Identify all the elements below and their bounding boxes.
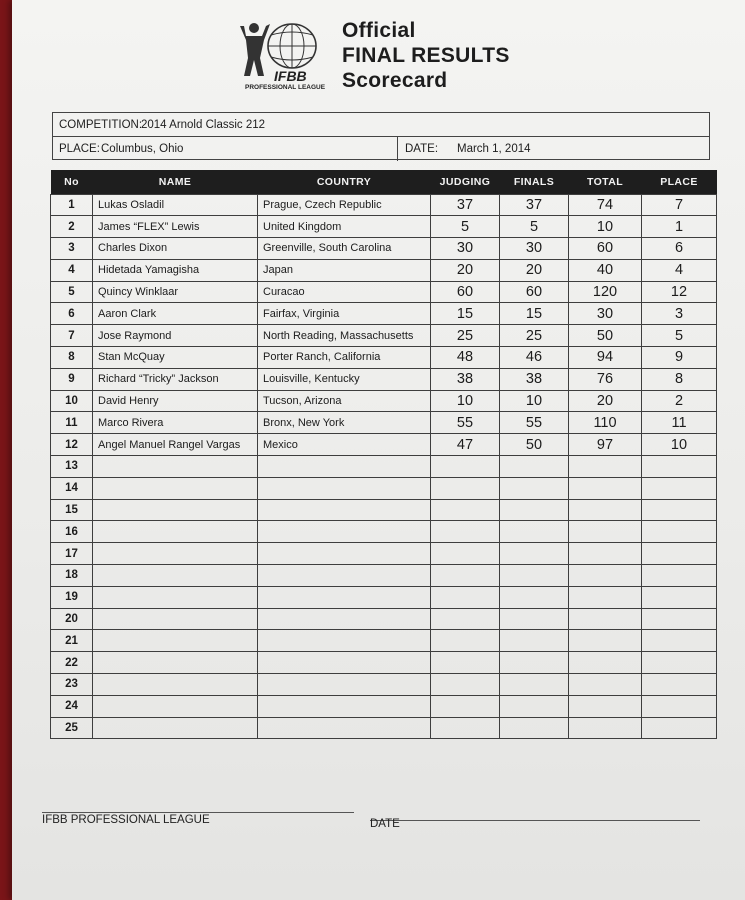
total-score: 40	[569, 259, 642, 281]
judging-score	[431, 695, 500, 717]
finals-score	[500, 521, 569, 543]
athlete-country	[258, 521, 431, 543]
row-number: 6	[51, 303, 93, 325]
judging-score	[431, 521, 500, 543]
table-row	[51, 194, 717, 216]
col-header-place: PLACE	[660, 175, 698, 188]
total-score: 74	[569, 194, 642, 216]
row-number: 22	[51, 652, 93, 674]
total-score: 120	[569, 281, 642, 303]
place-date-row	[53, 137, 709, 161]
total-score	[569, 717, 642, 739]
total-score: 94	[569, 347, 642, 369]
athlete-country	[258, 477, 431, 499]
row-number: 8	[51, 347, 93, 369]
athlete-name	[93, 565, 258, 587]
finals-score	[500, 674, 569, 696]
judging-score: 20	[431, 259, 500, 281]
logo-subtitle: PROFESSIONAL LEAGUE	[245, 84, 326, 91]
athlete-country: Fairfax, Virginia	[258, 303, 431, 325]
row-number: 4	[51, 259, 93, 281]
athlete-name: Stan McQuay	[93, 347, 258, 369]
athlete-country: Porter Ranch, California	[258, 347, 431, 369]
table-row	[51, 259, 717, 281]
total-score	[569, 630, 642, 652]
row-number: 7	[51, 325, 93, 347]
scorecard-sheet	[12, 0, 745, 900]
total-score: 20	[569, 390, 642, 412]
judging-score: 60	[431, 281, 500, 303]
athlete-country	[258, 499, 431, 521]
row-number: 14	[51, 477, 93, 499]
total-score	[569, 477, 642, 499]
total-score	[569, 521, 642, 543]
row-number: 24	[51, 695, 93, 717]
judging-score: 55	[431, 412, 500, 434]
judging-score: 30	[431, 238, 500, 260]
title-line-official: Official	[342, 19, 416, 42]
table-row	[51, 303, 717, 325]
total-score: 10	[569, 216, 642, 238]
athlete-country: Japan	[258, 259, 431, 281]
athlete-name	[93, 499, 258, 521]
competition-value: 2014 Arnold Classic 212	[141, 119, 266, 131]
final-place: 5	[642, 325, 717, 347]
athlete-country	[258, 630, 431, 652]
finals-score: 37	[500, 194, 569, 216]
athlete-name: Hidetada Yamagisha	[93, 259, 258, 281]
row-number: 20	[51, 608, 93, 630]
date-label: DATE:	[405, 143, 439, 155]
finals-score	[500, 543, 569, 565]
finals-score: 60	[500, 281, 569, 303]
row-number: 2	[51, 216, 93, 238]
final-place	[642, 717, 717, 739]
results-table-wrap	[50, 170, 717, 739]
athlete-name: Aaron Clark	[93, 303, 258, 325]
final-place: 2	[642, 390, 717, 412]
athlete-name	[93, 477, 258, 499]
final-place: 11	[642, 412, 717, 434]
finals-score: 55	[500, 412, 569, 434]
table-row	[51, 543, 717, 565]
col-header-finals: FINALS	[513, 175, 555, 188]
athlete-name: Quincy Winklaar	[93, 281, 258, 303]
row-number: 21	[51, 630, 93, 652]
finals-score: 20	[500, 259, 569, 281]
table-row	[51, 608, 717, 630]
final-place	[642, 674, 717, 696]
total-score: 30	[569, 303, 642, 325]
athlete-name: Jose Raymond	[93, 325, 258, 347]
final-place: 1	[642, 216, 717, 238]
athlete-country: Tucson, Arizona	[258, 390, 431, 412]
athlete-name	[93, 630, 258, 652]
row-number: 17	[51, 543, 93, 565]
finals-score: 25	[500, 325, 569, 347]
total-score: 60	[569, 238, 642, 260]
finals-score: 50	[500, 434, 569, 456]
athlete-name	[93, 521, 258, 543]
final-place	[642, 499, 717, 521]
final-place	[642, 630, 717, 652]
finals-score	[500, 586, 569, 608]
table-row	[51, 456, 717, 478]
judging-score	[431, 499, 500, 521]
title-line-final-results: FINAL RESULTS	[342, 44, 510, 67]
table-row	[51, 695, 717, 717]
total-score	[569, 565, 642, 587]
athlete-country	[258, 695, 431, 717]
athlete-country: Bronx, New York	[258, 412, 431, 434]
athlete-name	[93, 695, 258, 717]
total-score	[569, 695, 642, 717]
table-row	[51, 434, 717, 456]
judging-score	[431, 477, 500, 499]
page-title	[342, 18, 510, 93]
table-row	[51, 521, 717, 543]
date-signature-line	[370, 820, 700, 821]
finals-score	[500, 717, 569, 739]
row-number: 1	[51, 194, 93, 216]
logo-brand: IFBB	[274, 68, 307, 84]
row-number: 16	[51, 521, 93, 543]
final-place: 9	[642, 347, 717, 369]
row-number: 18	[51, 565, 93, 587]
total-score	[569, 499, 642, 521]
table-row	[51, 652, 717, 674]
athlete-name: James “FLEX” Lewis	[93, 216, 258, 238]
results-body	[51, 194, 717, 739]
final-place	[642, 543, 717, 565]
athlete-name: Richard “Tricky” Jackson	[93, 368, 258, 390]
judging-score	[431, 717, 500, 739]
finals-score: 38	[500, 368, 569, 390]
judging-score: 48	[431, 347, 500, 369]
row-number: 3	[51, 238, 93, 260]
total-score	[569, 608, 642, 630]
athlete-country	[258, 456, 431, 478]
total-score	[569, 543, 642, 565]
athlete-country: Curacao	[258, 281, 431, 303]
athlete-country	[258, 652, 431, 674]
total-score	[569, 586, 642, 608]
final-place	[642, 586, 717, 608]
table-header-row	[51, 170, 717, 194]
final-place	[642, 521, 717, 543]
row-number: 15	[51, 499, 93, 521]
athlete-name	[93, 586, 258, 608]
judging-score: 5	[431, 216, 500, 238]
final-place	[642, 652, 717, 674]
final-place: 6	[642, 238, 717, 260]
judging-score	[431, 586, 500, 608]
athlete-name: Marco Rivera	[93, 412, 258, 434]
table-row	[51, 347, 717, 369]
judging-score	[431, 674, 500, 696]
row-number: 5	[51, 281, 93, 303]
date-signature-label: DATE	[370, 818, 400, 830]
athlete-country: Mexico	[258, 434, 431, 456]
table-row	[51, 586, 717, 608]
judging-score	[431, 630, 500, 652]
final-place	[642, 477, 717, 499]
table-row	[51, 216, 717, 238]
table-row	[51, 477, 717, 499]
finals-score	[500, 565, 569, 587]
judging-score: 15	[431, 303, 500, 325]
athlete-country: United Kingdom	[258, 216, 431, 238]
athlete-country	[258, 674, 431, 696]
col-header-name: NAME	[158, 175, 192, 188]
table-row	[51, 281, 717, 303]
row-number: 13	[51, 456, 93, 478]
table-row	[51, 238, 717, 260]
row-number: 12	[51, 434, 93, 456]
athlete-name	[93, 717, 258, 739]
finals-score: 15	[500, 303, 569, 325]
col-header-no: No	[64, 175, 79, 188]
table-row	[51, 565, 717, 587]
athlete-country	[258, 586, 431, 608]
info-divider	[397, 137, 398, 161]
row-number: 11	[51, 412, 93, 434]
judging-score: 38	[431, 368, 500, 390]
athlete-name: Charles Dixon	[93, 238, 258, 260]
total-score: 110	[569, 412, 642, 434]
judging-score	[431, 543, 500, 565]
athlete-name	[93, 608, 258, 630]
judging-score	[431, 652, 500, 674]
judging-score: 37	[431, 194, 500, 216]
finals-score: 30	[500, 238, 569, 260]
finals-score: 10	[500, 390, 569, 412]
finals-score	[500, 608, 569, 630]
table-row	[51, 390, 717, 412]
row-number: 10	[51, 390, 93, 412]
finals-score	[500, 652, 569, 674]
final-place: 8	[642, 368, 717, 390]
judging-score	[431, 456, 500, 478]
competition-row	[53, 113, 709, 137]
finals-score	[500, 477, 569, 499]
league-signature-label: IFBB PROFESSIONAL LEAGUE	[42, 814, 210, 826]
table-row	[51, 325, 717, 347]
finals-score	[500, 630, 569, 652]
total-score: 76	[569, 368, 642, 390]
athlete-country: Greenville, South Carolina	[258, 238, 431, 260]
total-score	[569, 674, 642, 696]
place-label: PLACE:	[59, 143, 100, 155]
title-line-scorecard: Scorecard	[342, 69, 448, 92]
table-row	[51, 717, 717, 739]
competition-label: COMPETITION:	[59, 119, 143, 131]
judging-score	[431, 608, 500, 630]
athlete-country	[258, 608, 431, 630]
total-score: 50	[569, 325, 642, 347]
row-number: 9	[51, 368, 93, 390]
final-place	[642, 565, 717, 587]
final-place	[642, 695, 717, 717]
athlete-country	[258, 565, 431, 587]
place-value: Columbus, Ohio	[101, 143, 184, 155]
final-place	[642, 456, 717, 478]
final-place	[642, 608, 717, 630]
col-header-country: COUNTRY	[316, 175, 372, 188]
athlete-country: North Reading, Massachusetts	[258, 325, 431, 347]
table-row	[51, 674, 717, 696]
final-place: 10	[642, 434, 717, 456]
finals-score	[500, 456, 569, 478]
col-header-judging: JUDGING	[439, 175, 491, 188]
col-header-total: TOTAL	[586, 175, 624, 188]
date-value: March 1, 2014	[457, 143, 531, 155]
final-place: 7	[642, 194, 717, 216]
table-row	[51, 630, 717, 652]
final-place: 4	[642, 259, 717, 281]
athlete-name: David Henry	[93, 390, 258, 412]
final-place: 12	[642, 281, 717, 303]
athlete-name	[93, 652, 258, 674]
athlete-name	[93, 456, 258, 478]
row-number: 25	[51, 717, 93, 739]
competition-info-box	[52, 112, 710, 160]
athlete-name	[93, 674, 258, 696]
judging-score: 10	[431, 390, 500, 412]
athlete-country	[258, 543, 431, 565]
league-signature-line	[42, 812, 354, 813]
final-place: 3	[642, 303, 717, 325]
total-score	[569, 456, 642, 478]
finals-score	[500, 499, 569, 521]
table-row	[51, 499, 717, 521]
judging-score: 47	[431, 434, 500, 456]
athlete-country	[258, 717, 431, 739]
row-number: 23	[51, 674, 93, 696]
table-row	[51, 412, 717, 434]
judging-score	[431, 565, 500, 587]
athlete-name: Lukas Osladil	[93, 194, 258, 216]
results-table	[50, 170, 717, 739]
athlete-country: Louisville, Kentucky	[258, 368, 431, 390]
total-score	[569, 652, 642, 674]
row-number: 19	[51, 586, 93, 608]
finals-score	[500, 695, 569, 717]
athlete-name	[93, 543, 258, 565]
athlete-name: Angel Manuel Rangel Vargas	[93, 434, 258, 456]
table-row	[51, 368, 717, 390]
total-score: 97	[569, 434, 642, 456]
athlete-country: Prague, Czech Republic	[258, 194, 431, 216]
judging-score: 25	[431, 325, 500, 347]
finals-score: 5	[500, 216, 569, 238]
finals-score: 46	[500, 347, 569, 369]
